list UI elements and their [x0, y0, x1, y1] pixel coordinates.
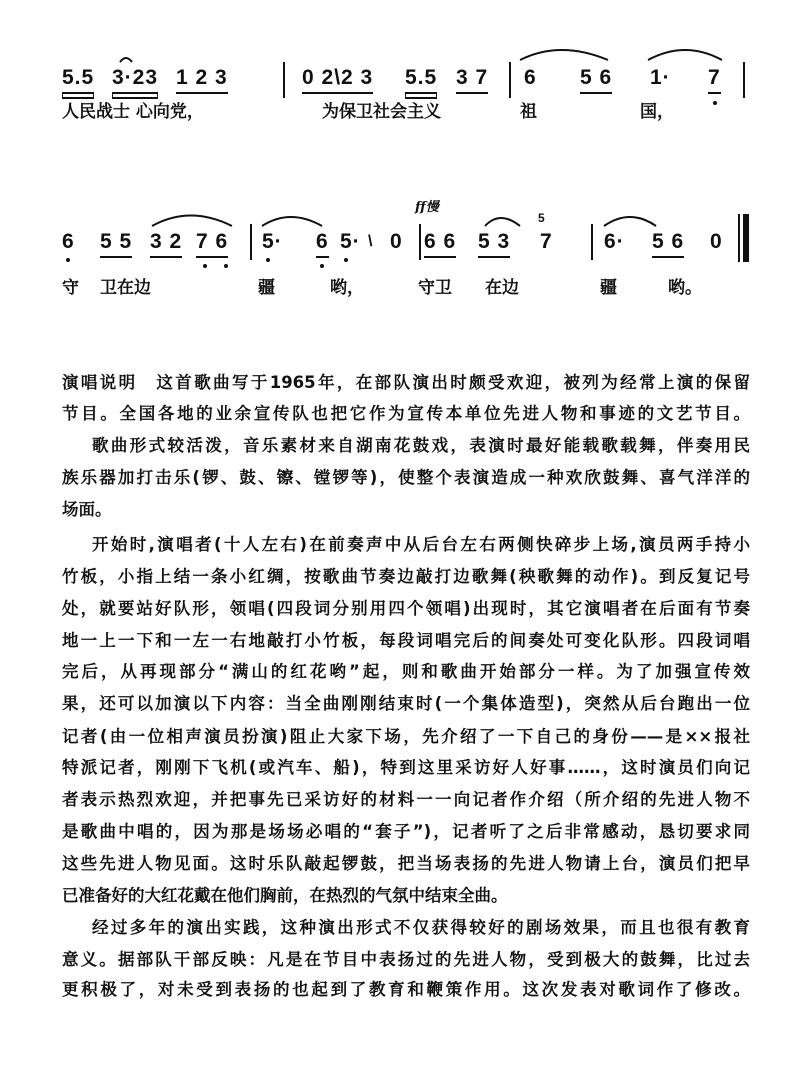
note: 5· [340, 230, 361, 253]
glissando-mark: \ [368, 233, 374, 250]
lyric: 守卫 [418, 278, 452, 298]
text-line: 开始时,演唱者(十人左右)在前奏声中从后台左右两侧快碎步上场,演员两手持小 [92, 535, 750, 554]
fermata-mark [120, 58, 132, 62]
lyric: 国， [640, 102, 674, 122]
note-group: 3·23 [112, 66, 158, 94]
bar-line [743, 62, 745, 98]
text-line: 处，就要站好队形，领唱(四段词分别用四个领唱)出现时，其它演唱者在后面有节奏 [62, 599, 750, 618]
text-line: 演唱说明 这首歌曲写于1965年，在部队演出时颇受欢迎，被列为经常上演的保留 [62, 373, 750, 392]
note: 6 [62, 230, 75, 253]
bar-line [591, 224, 593, 260]
low-octave-dot [344, 258, 348, 262]
note-group: 1 2 3 [176, 66, 228, 94]
lyric: 疆 [600, 278, 617, 298]
note-group: 5 6 [580, 66, 612, 94]
note-group: 3 2 [150, 230, 182, 258]
lyric: 祖 [520, 102, 537, 122]
text-line: 歌曲形式较活泼，音乐素材来自湖南花鼓戏，表演时最好能载歌载舞，伴奏用民 [92, 436, 750, 455]
bar-line [509, 62, 511, 98]
text-line: 地一上一下和一左一右地敲打小竹板，每段词唱完后的间奏处可变化队形。四段词唱 [62, 631, 750, 650]
text-line: 者表示热烈欢迎，并把事先已采访好的材料一一向记者作介绍（所介绍的先进人物不 [62, 790, 750, 809]
slur [604, 217, 656, 226]
low-octave-dot [266, 258, 270, 262]
note-group: 5 6 [652, 230, 684, 258]
lyric: 哟。 [668, 278, 702, 298]
bar-line [283, 62, 285, 98]
rest: 0 [390, 230, 403, 253]
slur [520, 50, 608, 60]
text-line: 果，还可以加演以下内容：当全曲刚刚结束时(一个集体造型)，突然从后台跑出一位 [62, 694, 750, 713]
bar-line [250, 224, 252, 260]
text-line: 特派记者，刚刚下飞机(或汽车、船)，特到这里采访好人好事……，这时演员们向记 [62, 758, 750, 777]
slur [485, 218, 520, 226]
text-line: 场面。 [62, 500, 112, 519]
note: 6 [316, 230, 329, 258]
note: 6· [604, 230, 625, 253]
final-bar-line [738, 214, 740, 262]
slur [648, 50, 722, 60]
bar-line [419, 224, 421, 260]
grace-note: 5 [538, 211, 545, 225]
lyric: 哟， [330, 278, 364, 298]
note-group: 0 2\2 3 [302, 66, 373, 94]
slur-marks [0, 0, 800, 320]
lyric: 为保卫社会主义 [322, 102, 441, 122]
lyric: 在边 [485, 278, 519, 298]
text-line: 完后，从再现部分“满山的红花哟”起，则和歌曲开始部分一样。为了加强宣传效 [62, 662, 750, 681]
text-line: 竹板，小指上结一条小红绸，按歌曲节奏边敲打边歌舞(秧歌舞的动作)。到反复记号 [62, 567, 750, 586]
final-bar-line [743, 214, 749, 262]
note-group: 6 6 [424, 230, 456, 258]
text-line: 节目。全国各地的业余宣传队也把它作为宣传本单位先进人物和事迹的文艺节目。 [62, 404, 750, 423]
low-octave-dot [66, 258, 70, 262]
text-line: 更积极了，对未受到表扬的也起到了教育和鞭策作用。这次发表对歌词作了修改。 [62, 980, 750, 999]
text-line: 这些先进人物见面。这时乐队敲起锣鼓，把当场表扬的先进人物请上台，演员们把早 [62, 854, 750, 873]
lyric: 卫在边 [100, 278, 151, 298]
rest: 0 [710, 230, 723, 253]
lyric: 疆 [258, 278, 275, 298]
note-group: 5.5 [405, 66, 437, 94]
low-octave-dot [713, 101, 717, 105]
text-line: 族乐器加打击乐(锣、鼓、镲、镗锣等)，使整个表演造成一种欢欣鼓舞、喜气洋洋的 [62, 468, 750, 487]
low-octave-dot [203, 264, 207, 268]
note: 1· [650, 66, 671, 89]
note-group: 3 7 [456, 66, 488, 94]
note: 7 [540, 230, 553, 253]
note-group: 5 3 [478, 230, 510, 258]
note: 5· [262, 230, 283, 253]
text-line: 经过多年的演出实践，这种演出形式不仅获得较好的剧场效果，而且也很有教育 [92, 918, 750, 937]
note-group: 5 5 [100, 230, 132, 258]
low-octave-dot [320, 264, 324, 268]
low-octave-dot [224, 264, 228, 268]
note: 7 [708, 66, 721, 94]
lyric: 人民战士 心向党， [62, 102, 204, 122]
lyric: 守 [62, 278, 79, 298]
slur [262, 217, 322, 226]
note: 6 [524, 66, 537, 89]
note-group: 7 6 [196, 230, 228, 258]
text-line: 已准备好的大红花戴在他们胸前，在热烈的气氛中结束全曲。 [62, 886, 508, 905]
note-group: 5.5 [62, 66, 94, 94]
text-line: 记者(由一位相声演员扮演)阻止大家下场，先介绍了一下自己的身份——是××报社 [62, 727, 750, 746]
text-line: 是歌曲中唱的，因为那是场场必唱的“套子”)，记者听了之后非常感动，恳切要求同 [62, 822, 750, 841]
text-line: 意义。据部队干部反映：凡是在节目中表扬过的先进人物，受到极大的鼓舞，比过去 [62, 950, 750, 969]
slur [152, 216, 232, 227]
dynamic-marking: ff慢 [415, 200, 439, 215]
